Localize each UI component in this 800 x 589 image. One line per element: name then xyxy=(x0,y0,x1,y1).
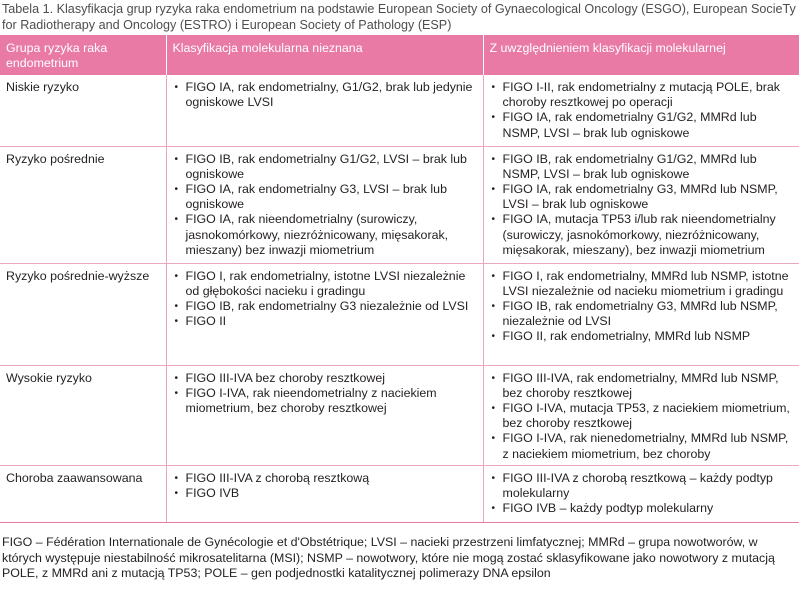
criteria-list xyxy=(173,371,479,417)
criteria-list xyxy=(173,80,479,110)
table-row xyxy=(0,365,799,465)
criteria-list xyxy=(173,269,479,330)
with-molecular-cell xyxy=(483,75,799,146)
criteria-item: • FIGO III-IVA, rak endometrialny, MMRd lub NSMP, bez choroby resztkowej xyxy=(490,371,796,401)
criteria-item: • FIGO IB, rak endometrialny G1/G2, MMRd lub NSMP, LVSI – brak lub ogniskowe xyxy=(490,152,796,182)
criteria-item: • FIGO II, rak endometrialny, MMRd lub NSMP xyxy=(490,329,796,344)
criteria-item: • FIGO II xyxy=(173,314,479,329)
criteria-item: • FIGO IA, rak endometrialny G3, LVSI – brak lub ogniskowe xyxy=(173,182,479,212)
table-row xyxy=(0,146,799,263)
criteria-item: • FIGO IB, rak endometrialny G3, MMRd lub NSMP, niezależnie od LVSI xyxy=(490,299,796,329)
criteria-list xyxy=(173,152,479,258)
table-header-row xyxy=(0,35,799,75)
table-row xyxy=(0,263,799,365)
with-molecular-cell xyxy=(483,365,799,465)
table-caption: Tabela 1. Klasyfikacja grup ryzyka raka endometrium na podstawie European Society of Gynaecological Oncology (ESGO), European SocieTy for Radiotherapy and Oncology (ESTRO) i European Society of Pathology (ESP) xyxy=(2,2,796,32)
criteria-item: • FIGO IA, mutacja TP53 i/lub rak nieendometrialny (surowiczy, jasnokómorkowy, niezróżnicowany, mięsakorak, mieszany), bez inwazji miometrium xyxy=(490,212,796,258)
criteria-item: • FIGO III-IVA bez choroby resztkowej xyxy=(173,371,479,386)
criteria-item: • FIGO IB, rak endometrialny G1/G2, LVSI – brak lub ogniskowe xyxy=(173,152,479,182)
criteria-item: • FIGO I-IVA, rak nieendometrialny z naciekiem miometrium, bez choroby resztkowej xyxy=(173,386,479,416)
risk-group-cell: Ryzyko pośrednie xyxy=(0,146,166,263)
criteria-list xyxy=(490,471,796,517)
molecular-unknown-cell xyxy=(166,365,483,465)
with-molecular-cell xyxy=(483,146,799,263)
header-molecular-unknown: Klasyfikacja molekularna nieznana xyxy=(166,35,483,75)
criteria-item: • FIGO IA, rak endometrialny, G1/G2, brak lub jedynie ogniskowe LVSI xyxy=(173,80,479,110)
criteria-list xyxy=(490,371,796,462)
header-with-molecular: Z uwzględnieniem klasyfikacji molekularnej xyxy=(483,35,799,75)
criteria-item: • FIGO IA, rak endometrialny G3, MMRd lub NSMP, LVSI – brak lub ogniskowe xyxy=(490,182,796,212)
criteria-item: • FIGO I, rak endometrialny, MMRd lub NSMP, istotne LVSI niezależnie od nacieku miometrium i gradingu xyxy=(490,269,796,299)
header-risk-group: Grupa ryzyka raka endometrium xyxy=(0,35,166,75)
with-molecular-cell xyxy=(483,263,799,365)
risk-group-cell: Choroba zaawansowana xyxy=(0,465,166,522)
risk-group-cell: Ryzyko pośrednie-wyższe xyxy=(0,263,166,365)
risk-groups-table xyxy=(0,35,799,523)
criteria-item: • FIGO IA, rak nieendometrialny (surowiczy, jasnokomórkowy, niezróżnicowany, mięsakorak, mieszany) bez inwazji miometrium xyxy=(173,212,479,258)
table-footnote: FIGO – Fédération Internationale de Gynécologie et d'Obstétrique; LVSI – nacieki przestrzeni limfatycznej; MMRd – grupa nowotworów, w których występuje niestabilność mikrosatelitarna (MSI); NSMP – nowotwory, które nie mogą zostać sklasyfikowane jako nowotwory z mutacją POLE, z MMRd ani z mutacją TP53; POLE – gen podjednostki katalitycznej polimerazy DNA epsilon xyxy=(2,535,775,581)
table-row xyxy=(0,465,799,522)
table-row xyxy=(0,75,799,146)
criteria-item: • FIGO I-II, rak endometrialny z mutacją POLE, brak choroby resztkowej po operacji xyxy=(490,80,796,110)
criteria-item: • FIGO I, rak endometrialny, istotne LVSI niezależnie od głębokości nacieku i gradingu xyxy=(173,269,479,299)
criteria-item: • FIGO IVB – każdy podtyp molekularny xyxy=(490,501,796,516)
risk-group-cell: Niskie ryzyko xyxy=(0,75,166,146)
criteria-list xyxy=(173,471,479,501)
criteria-item: • FIGO IB, rak endometrialny G3 niezależnie od LVSI xyxy=(173,299,479,314)
with-molecular-cell xyxy=(483,465,799,522)
molecular-unknown-cell xyxy=(166,465,483,522)
molecular-unknown-cell xyxy=(166,263,483,365)
criteria-item: • FIGO IA, rak endometrialny G1/G2, MMRd lub NSMP, LVSI – brak lub ogniskowe xyxy=(490,110,796,140)
criteria-item: • FIGO I-IVA, mutacja TP53, z naciekiem miometrium, bez choroby resztkowej xyxy=(490,401,796,431)
criteria-item: • FIGO III-IVA z chorobą resztkową xyxy=(173,471,479,486)
criteria-item: • FIGO I-IVA, rak nienedometrialny, MMRd lub NSMP, z naciekiem miometrium, bez choroby xyxy=(490,431,796,461)
criteria-list xyxy=(490,269,796,345)
molecular-unknown-cell xyxy=(166,146,483,263)
criteria-list xyxy=(490,80,796,141)
molecular-unknown-cell xyxy=(166,75,483,146)
criteria-list xyxy=(490,152,796,258)
risk-group-cell: Wysokie ryzyko xyxy=(0,365,166,465)
criteria-item: • FIGO III-IVA z chorobą resztkową – każdy podtyp molekularny xyxy=(490,471,796,501)
table-body xyxy=(0,75,799,522)
criteria-item: • FIGO IVB xyxy=(173,486,479,501)
